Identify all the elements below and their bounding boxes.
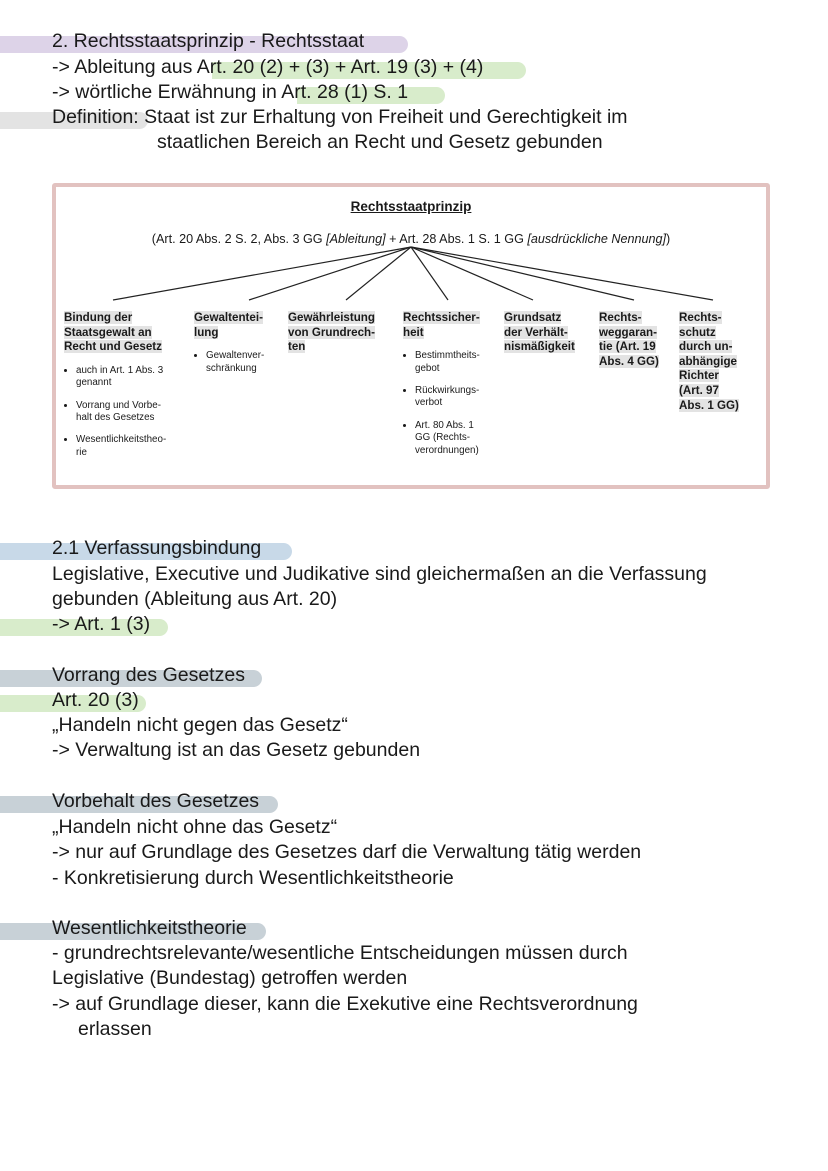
section-title-vorbehalt: Vorbehalt des Gesetzes: [52, 790, 260, 812]
verfassungsbindung-text-1: Legislative, Executive und Judikative sind gleichermaßen an die Verfassung: [52, 563, 707, 585]
connector-6: [411, 247, 634, 300]
wesentlichkeit-line-3: -> auf Grundlage dieser, kann die Exekutive eine Rechtsverordnung: [52, 993, 638, 1015]
connector-7: [411, 247, 713, 300]
bullet-wesentlichkeit: • Wesentlichkeitstheo- rie: [76, 434, 182, 459]
verfassungsbindung-text-2: gebunden (Ableitung aus Art. 20): [52, 588, 338, 610]
bullet-gewaltenverschraenkung: • Gewaltenver- schränkung: [206, 350, 278, 375]
vorbehalt-consequence: -> nur auf Grundlage des Gesetzes darf die Verwaltung tätig werden: [52, 841, 642, 863]
column-bindung: Bindung der Staatsgewalt an Recht und Gesetz • auch in Art. 1 Abs. 3 genannt • Vorrang und Vorbe- halt des Gesetzes • Wesentlichkeitstheo- rie: [64, 311, 182, 469]
column-rechtsschutz: Rechts- schutz durch un- abhängige Richter (Art. 97 Abs. 1 GG): [679, 311, 739, 412]
column-gewaltenteilung: Gewaltentei- lung • Gewaltenver- schränkung: [194, 311, 278, 385]
definition-line-1: Definition: Staat ist zur Erhaltung von Freiheit und Gerechtigkeit im: [52, 106, 628, 128]
section-title-wesentlichkeit: Wesentlichkeitstheorie: [52, 917, 247, 939]
vorrang-consequence: -> Verwaltung ist an das Gesetz gebunden: [52, 739, 421, 761]
vorbehalt-quote: „Handeln nicht ohne das Gesetz“: [52, 816, 338, 838]
section-title-vorrang: Vorrang des Gesetzes: [52, 664, 245, 686]
bullet-art80: • Art. 80 Abs. 1 GG (Rechts- verordnungen): [415, 420, 497, 457]
rechtsstaatprinzip-diagram: [52, 183, 770, 489]
column-rechtsweggarantie: Rechts- weggaran- tie (Art. 19 Abs. 4 GG): [599, 311, 659, 368]
wesentlichkeit-line-1: - grundrechtsrelevante/wesentliche Entscheidungen müssen durch: [52, 942, 628, 964]
bullet-art1: • auch in Art. 1 Abs. 3 genannt: [76, 365, 182, 390]
erwaehnung-line: -> wörtliche Erwähnung in Art. 28 (1) S. 1: [52, 81, 409, 103]
vorbehalt-concretization: - Konkretisierung durch Wesentlichkeitstheorie: [52, 867, 454, 889]
vorrang-quote: „Handeln nicht gegen das Gesetz“: [52, 714, 348, 736]
ableitung-line: -> Ableitung aus Art. 20 (2) + (3) + Art. 19 (3) + (4): [52, 56, 484, 78]
connector-1: [113, 247, 411, 300]
connector-2: [249, 247, 411, 300]
wesentlichkeit-line-4: erlassen: [78, 1018, 152, 1040]
column-rechtssicherheit: Rechtssicher- heit • Bestimmtheits- gebot • Rückwirkungs- verbot • Art. 80 Abs. 1 GG (Rechts- verordnungen): [403, 311, 497, 467]
column-grundrechte: Gewährleistung von Grundrech- ten: [288, 311, 375, 354]
diagram-title: Rechtsstaatprinzip: [350, 199, 472, 214]
verfassungsbindung-ref: -> Art. 1 (3): [52, 613, 151, 635]
bullet-vorrang-vorbehalt: • Vorrang und Vorbe- halt des Gesetzes: [76, 400, 182, 425]
connector-3: [346, 247, 411, 300]
bullet-rueckwirkungsverbot: • Rückwirkungs- verbot: [415, 385, 497, 410]
wesentlichkeit-line-2: Legislative (Bundestag) getroffen werden: [52, 967, 408, 989]
vorrang-article: Art. 20 (3): [52, 689, 139, 711]
section-title-verfassungsbindung: 2.1 Verfassungsbindung: [52, 537, 262, 559]
section-title-rechtsstaatsprinzip: 2. Rechtsstaatsprinzip - Rechtsstaat: [52, 30, 365, 52]
column-verhaeltnismaessigkeit: Grundsatz der Verhält- nismäßigkeit: [504, 311, 575, 354]
diagram-subtitle: (Art. 20 Abs. 2 S. 2, Abs. 3 GG [Ableitung] + Art. 28 Abs. 1 S. 1 GG [ausdrückliche Nennung]): [151, 232, 671, 246]
bullet-bestimmtheitsgebot: • Bestimmtheits- gebot: [415, 350, 497, 375]
definition-line-2: staatlichen Bereich an Recht und Gesetz gebunden: [157, 131, 603, 153]
